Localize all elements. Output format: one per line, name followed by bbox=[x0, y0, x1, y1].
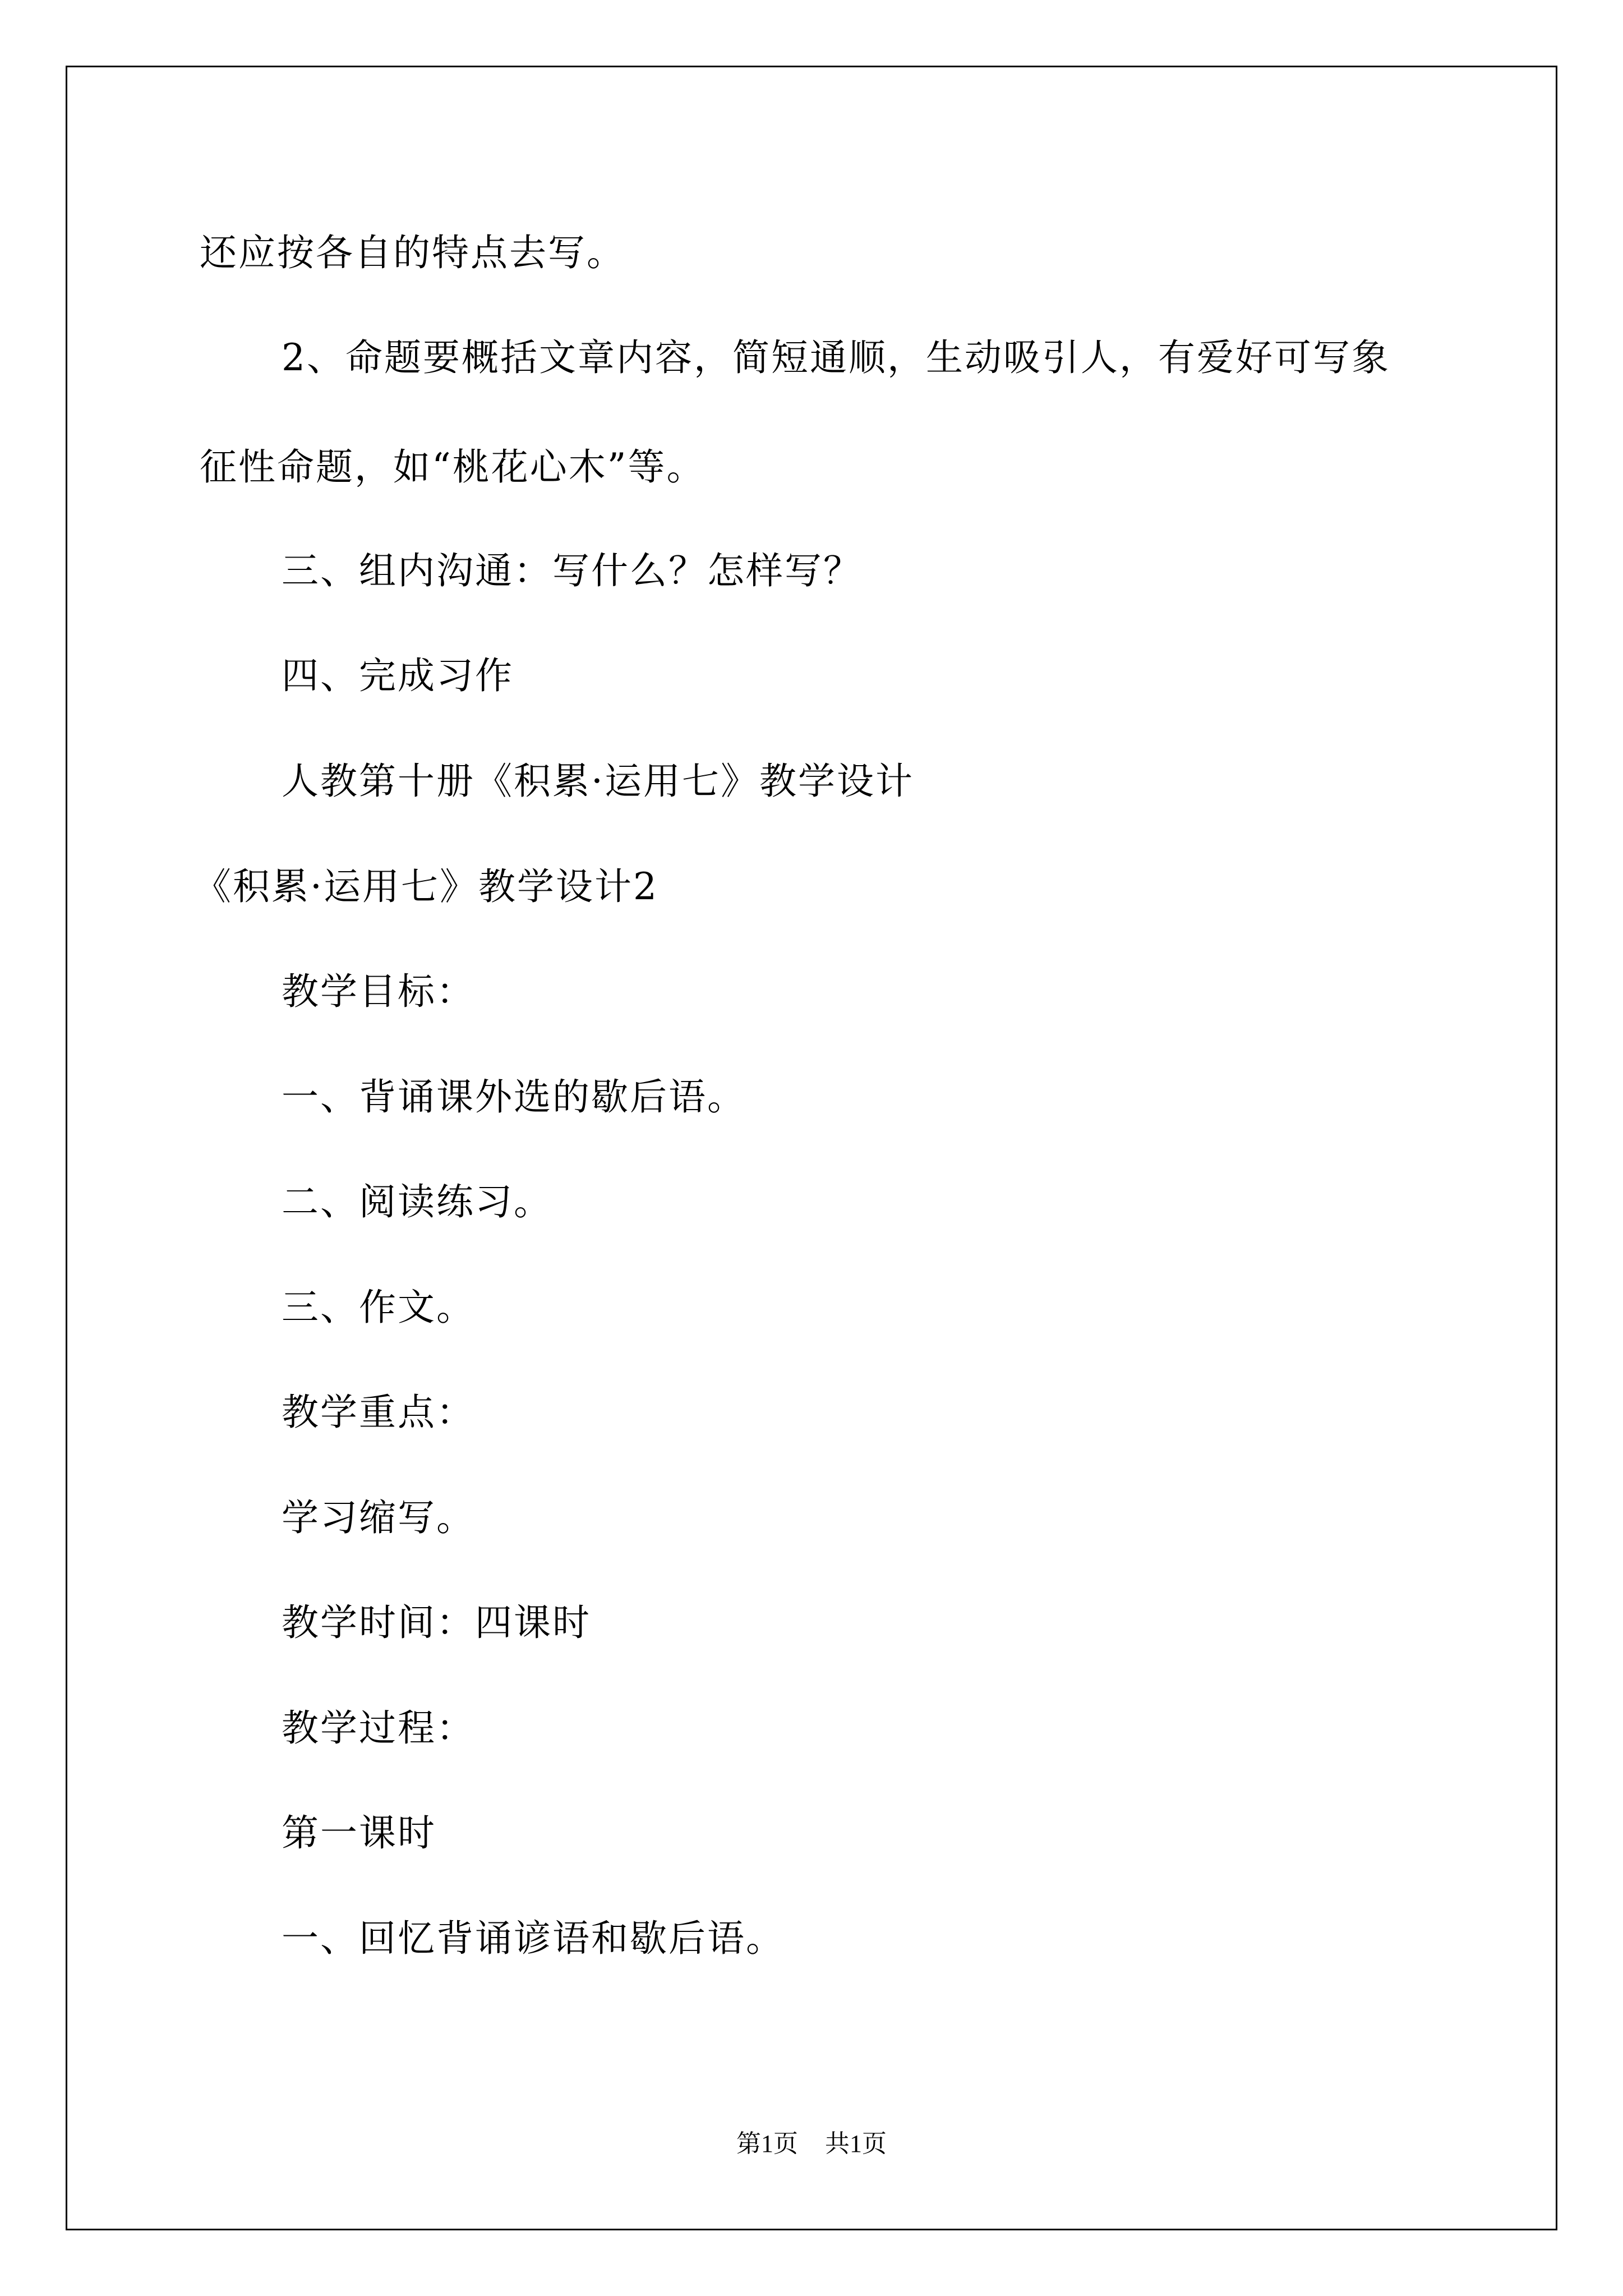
text-line: 三、组内沟通：写什么？怎样写？ bbox=[282, 549, 862, 592]
text-line: 第一课时 bbox=[282, 1811, 436, 1855]
text-line: 2、命题要概括文章内容，简短通顺，生动吸引人，有爱好可写象 bbox=[282, 336, 1390, 379]
text-line: 还应按各自的特点去写。 bbox=[200, 231, 625, 274]
page-total: 共1页 bbox=[825, 2130, 887, 2157]
text-line: 四、完成习作 bbox=[282, 654, 514, 697]
page-border bbox=[66, 66, 1557, 2230]
text-line: 三、作文。 bbox=[282, 1286, 475, 1329]
text-line: 教学过程： bbox=[282, 1706, 475, 1750]
text-line: 教学时间：四课时 bbox=[282, 1601, 591, 1644]
section-heading: 《积累·运用七》教学设计2 bbox=[194, 865, 658, 908]
text-line: 教学目标： bbox=[282, 970, 475, 1013]
page-footer bbox=[0, 2132, 1623, 2156]
text-line: 征性命题，如“桃花心木”等。 bbox=[200, 445, 706, 489]
text-line: 一、背诵课外选的歇后语。 bbox=[282, 1075, 746, 1119]
text-line: 学习缩写。 bbox=[282, 1496, 475, 1539]
text-line: 人教第十册《积累·运用七》教学设计 bbox=[282, 760, 914, 803]
text-line: 一、回忆背诵谚语和歇后语。 bbox=[282, 1917, 785, 1960]
page-number: 第1页 bbox=[736, 2130, 798, 2157]
text-line: 教学重点： bbox=[282, 1391, 475, 1434]
text-line: 二、阅读练习。 bbox=[282, 1180, 552, 1223]
